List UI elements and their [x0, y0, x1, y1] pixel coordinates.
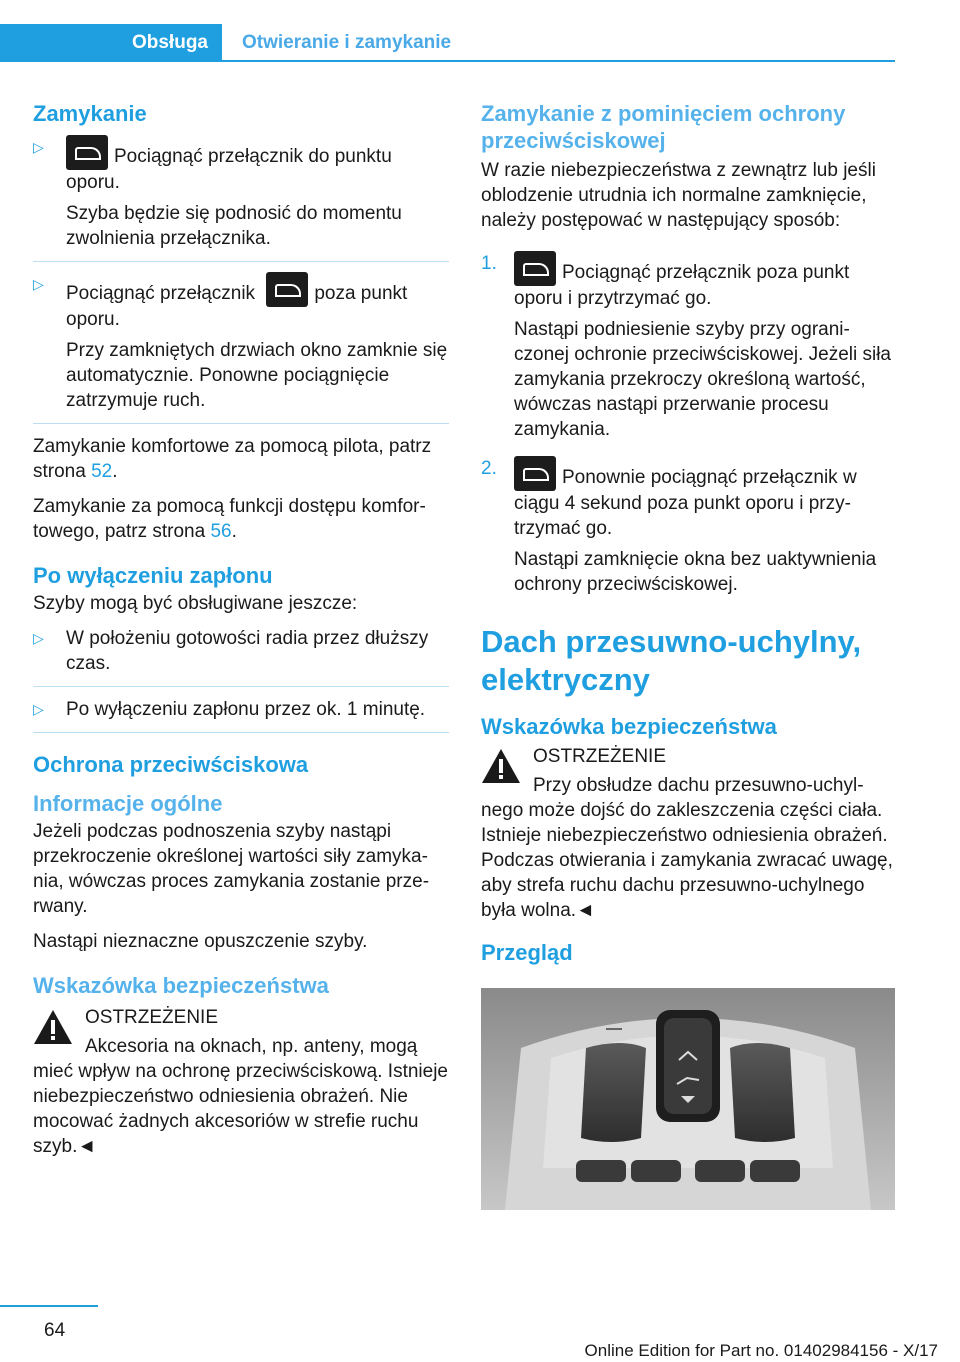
paragraph-text: . [231, 521, 237, 542]
triangle-bullet-icon: ▷ [33, 276, 44, 292]
step-item [481, 251, 893, 442]
paragraph: Nastąpi nieznaczne opuszczenie szyby. [33, 931, 368, 952]
general-info-heading: Informacje ogólne [33, 791, 223, 816]
item-text: Pociągnąć przełącznik do punktu oporu. [66, 146, 392, 193]
list-item [33, 135, 449, 262]
window-switch-icon [514, 456, 556, 491]
paragraph-text: . [112, 461, 118, 482]
step-text: Ponownie pociągnąć przełącznik w ciągu 4 sekund poza punkt oporu i przytrzymać go. [514, 467, 857, 539]
item-text: Po wyłączeniu zapłonu przez ok. 1 minutę. [66, 699, 426, 720]
page-link[interactable]: 52 [91, 461, 113, 482]
footer-rule [0, 1305, 98, 1307]
triangle-bullet-icon: ▷ [33, 139, 44, 155]
warning-box [33, 1005, 449, 1159]
overview-heading: Przegląd [481, 940, 573, 965]
list-item [33, 272, 449, 424]
paragraph-text: Zamykanie komfortowe za pomocą pilota, patrz strona [33, 436, 432, 482]
paragraph [33, 494, 449, 544]
item-text: W położeniu gotowości radia przez dłuższy czas. [66, 628, 429, 674]
left-column [33, 100, 449, 1169]
warning-text: Przy obsłudze dachu przesuwno-uchylnego może dojść do zakleszczenia części ciała. Istnieje niebezpieczeństwo odniesienia obrażeń. Podczas otwierania i zamykania zwracać uwagę, aby strefa ruchu dachu przesuwno-uchylnego była wolna.◄ [481, 775, 893, 921]
sunroof-heading: Dach przesuwno-uchylny, elektryczny [481, 624, 862, 697]
zamykanie-heading: Zamykanie [33, 101, 147, 126]
warning-triangle-icon [481, 748, 521, 784]
step-text: Nastąpi zamknięcie okna bez uaktywnienia ochrony przeciwściskowej. [514, 549, 877, 595]
item-text: Szyba będzie się podnosić do momentu zwolnienia przełącznika. [66, 203, 402, 249]
warning-text: Akcesoria na oknach, np. anteny, mogą mieć wpływ na ochronę przeciwściskową. Istnieje niebezpieczeństwo odniesienia obrażeń. Nie mocować żadnych akcesoriów w strefie ruchu szyb.◄ [33, 1036, 448, 1157]
step-text: Nastąpi podniesienie szyby przy ograniczonej ochronie przeciwściskowej. Jeżeli siła zamykania przekroczy określoną wartość, wówczas nastąpi przerwanie procesu zamykania. [514, 319, 891, 440]
warning-label: OSTRZEŻENIE [85, 1007, 219, 1028]
step-number: 2. [481, 458, 497, 479]
list-item [33, 697, 449, 733]
paragraph: W razie niebezpieczeństwa z zewnątrz lub jeśli oblodzenie utrudnia ich normalne zamknięcie, należy postępować w następujący sposób: [481, 160, 876, 231]
page-header [0, 24, 895, 62]
paragraph [33, 434, 449, 484]
protection-heading: Ochrona przeciwściskowa [33, 752, 309, 777]
chapter-tab[interactable]: Otwieranie i zamykanie [222, 24, 895, 62]
right-column [481, 100, 893, 1217]
window-switch-icon [66, 135, 108, 170]
roof-safety-heading: Wskazówka bezpieczeństwa [481, 714, 777, 739]
warning-triangle-icon [33, 1009, 73, 1045]
roof-control-panel-image [481, 988, 895, 1210]
paragraph: Szyby mogą być obsługiwane jeszcze: [33, 593, 358, 614]
item-text: Przy zamkniętych drzwiach okno zamknie się automatycznie. Ponowne pociągnięcie zatrzymuje ruch. [66, 340, 448, 411]
window-switch-icon [266, 272, 308, 307]
paragraph-text: Zamykanie za pomocą funkcji dostępu komfortowego, patrz strona [33, 496, 426, 542]
step-item [481, 456, 893, 597]
triangle-bullet-icon: ▷ [33, 630, 44, 646]
item-text: Pociągnąć przełącznik [66, 283, 256, 304]
step-number: 1. [481, 253, 497, 274]
ignition-heading: Po wyłączeniu zapłonu [33, 563, 273, 588]
page-link[interactable]: 56 [210, 521, 232, 542]
step-text: Pociągnąć przełącznik poza punkt oporu i przytrzymać go. [514, 262, 850, 309]
warning-label: OSTRZEŻENIE [533, 746, 667, 767]
warning-box [481, 744, 893, 923]
list-item [33, 626, 449, 687]
item-text: poza punkt oporu. [66, 283, 408, 330]
paragraph: Jeżeli podczas podnoszenia szyby nastąpi przekroczenie określonej wartości siły zamykania, wówczas proces zamykania zostanie przerwany. [33, 821, 430, 917]
window-switch-icon [514, 251, 556, 286]
section-tab[interactable]: Obsługa [0, 24, 222, 62]
page-number: 64 [44, 1320, 66, 1341]
edition-text: Online Edition for Part no. 01402984156 - X/17 [584, 1341, 938, 1360]
bypass-heading: Zamykanie z pominięciem ochrony przeciwściskowej [481, 101, 846, 153]
safety-heading: Wskazówka bezpieczeństwa [33, 973, 329, 998]
triangle-bullet-icon: ▷ [33, 701, 44, 717]
